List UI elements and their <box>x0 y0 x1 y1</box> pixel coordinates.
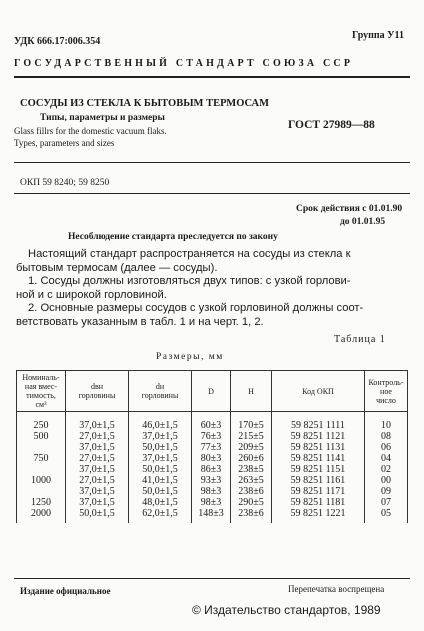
table-caption: Таблица 1 <box>334 334 386 345</box>
enforcement-note: Несоблюдение стандарта преследуется по закону <box>68 232 278 242</box>
banner-rule <box>14 76 410 78</box>
col-header-okp: Код ОКП <box>272 371 365 412</box>
gost-number: ГОСТ 27989—88 <box>288 119 375 131</box>
okp-codes: ОКП 59 8240; 59 8250 <box>20 178 110 188</box>
official-edition: Издание официальное <box>20 586 111 596</box>
document-title: СОСУДЫ ИЗ СТЕКЛА К БЫТОВЫМ ТЕРМОСАМ <box>20 98 270 109</box>
table-header-row <box>17 371 408 412</box>
title-en-line1: Glass fillrs for the domestic vacuum flaks. <box>14 126 167 136</box>
publisher-copyright: © Издательство стандартов, 1989 <box>192 603 381 617</box>
standard-banner: ГОСУДАРСТВЕННЫЙ СТАНДАРТ СОЮЗА ССР <box>14 58 354 69</box>
paragraph-3-line2: ветствовать указанным в табл. 1 и на черт. 1, 2. <box>16 315 264 328</box>
col-header-H: H <box>231 371 272 412</box>
validity-end: до 01.01.95 <box>340 217 386 227</box>
paragraph-2-line2: ной и с широкой горловиной. <box>16 288 167 301</box>
group-code: Группа У11 <box>352 30 404 41</box>
cells-d-outer: 46,0±1,5 37,0±1,5 50,0±1,5 37,0±1,5 50,0±1,5 41,0±1,5 50,0±1,5 48,0±1,5 62,0±1,5 <box>129 412 192 524</box>
validity-start: Срок действия с 01.01.90 <box>296 204 403 214</box>
col-header-control: Контроль- ное число <box>365 371 408 412</box>
title-en-line2: Types, parameters and sizes <box>14 138 115 148</box>
paragraph-1-line2: бытовым термосам (далее — сосуды). <box>16 261 218 274</box>
title-rule <box>14 162 410 163</box>
document-subtitle: Типы, параметры и размеры <box>40 113 165 123</box>
cells-okp: 59 8251 1111 59 8251 1121 59 8251 1131 59 8251 1141 59 8251 1151 59 8251 1161 59 8251 1171 59 8251 1181 59 8251 1221 <box>272 412 365 524</box>
col-header-D: D <box>192 371 231 412</box>
reprint-notice: Перепечатка воспрещена <box>288 584 385 594</box>
col-header-d-outer: dн горловины <box>129 371 192 412</box>
col-header-d-inner: dвн горловины <box>66 371 129 412</box>
cells-capacity: 250 500 750 1000 1250 2000 <box>17 412 66 524</box>
paragraph-2-line1: 1. Сосуды должны изготовляться двух типов: с узкой горлови- <box>28 275 351 287</box>
okp-rule <box>14 193 410 194</box>
cells-H: 170±5 215±5 209±5 260±6 238±5 263±5 238±6 290±5 238±6 <box>231 412 272 524</box>
cells-d-inner: 37,0±1,5 27,0±1,5 37,0±1,5 27,0±1,5 37,0±1,5 27,0±1,5 37,0±1,5 37,0±1,5 50,0±1,5 <box>66 412 129 524</box>
cells-control: 10 08 06 04 02 00 09 07 05 <box>365 412 408 524</box>
body-text <box>16 248 412 329</box>
paragraph-3-line1: 2. Основные размеры сосудов с узкой горловиной должны соот- <box>28 302 364 314</box>
udk-code: УДК 666.17:006.354 <box>14 36 101 47</box>
col-header-capacity: Номиналь- ная вмес- тимость, см³ <box>17 371 66 412</box>
sizes-table <box>16 370 408 523</box>
paragraph-1-line1: Настоящий стандарт распространяется на сосуды из стекла к <box>28 248 351 260</box>
table-dims-label: Размеры, мм <box>156 352 224 362</box>
cells-D: 60±3 76±3 77±3 80±3 86±3 93±3 98±3 98±3 148±3 <box>192 412 231 524</box>
table-body-row <box>17 412 408 524</box>
footer-rule <box>14 578 410 579</box>
